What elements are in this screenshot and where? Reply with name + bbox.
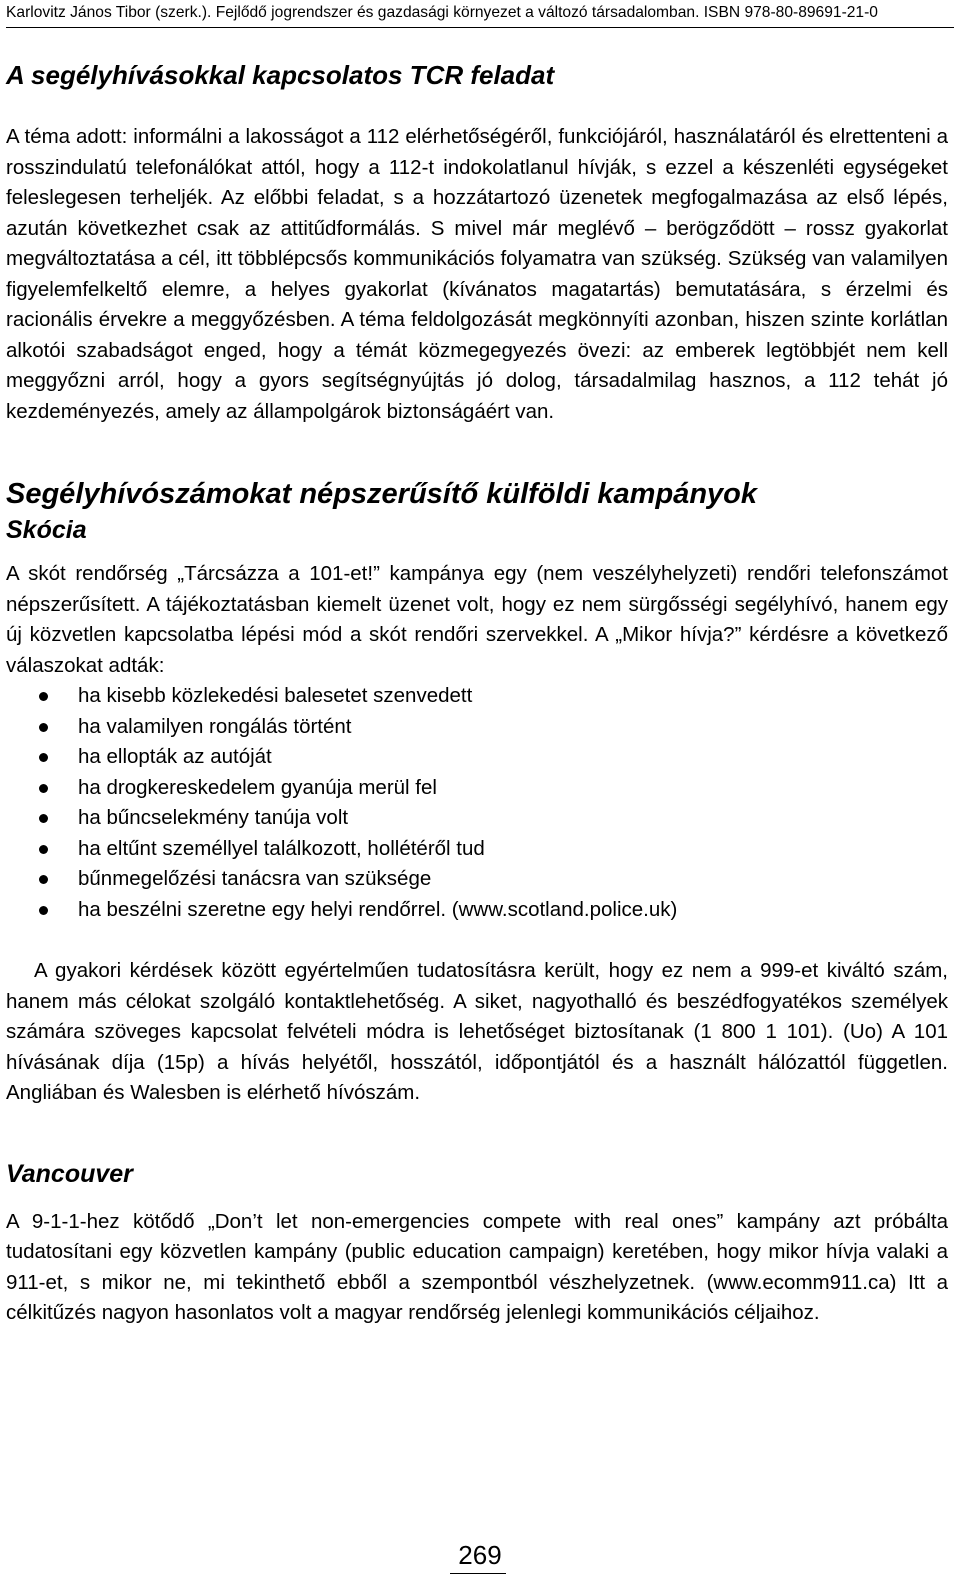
tcr-task-paragraph: A téma adott: informálni a lakosságot a 112 elérhetőségéről, funkciójáról, használatáról és elrettenteni a rosszindulatú telefonálókat attól, hogy a 112-t indokolatlanul hívják, s ezzel a készenléti egységeket feleslegesen terheljék. Az előbbi feladat, s a hozzátartozó üzenetek megfogalmazása az első lépés, azután következhet csak az attitűdformálás. S mivel már meglévő – berögződött – rossz gyakorlat megváltoztatása a cél, itt többlépcsős kommunikációs folyamatra van szükség. Szükség van valamilyen figyelemfelkeltő elemre, a helyes gyakorlat (kívánatos magatartás) bemutatására, s érzelmi és racionális érvekre a meggyőzésben. A téma feldolgozását megkönnyíti azonban, hiszen szinte korlátlan alkotói szabadságot enged, hogy a témát közmegegyezés övezi: az emberek legtöbbjét nem kell meggyőzni arról, hogy a gyors segítségnyújtás jó dolog, társadalmilag hasznos, a 112 tehát jó kezdeményezés, amely az állampolgárok biztonságáért van. xyxy=(6,125,948,423)
list-item: ha kisebb közlekedési balesetet szenvedett xyxy=(6,681,948,712)
list-item: ha eltűnt személlyel találkozott, hollétéről tud xyxy=(6,834,948,865)
scotland-intro-paragraph: A skót rendőrség „Tárcsázza a 101-et!” kampánya egy (nem veszélyhelyzeti) rendőri telefonszámot népszerűsített. A tájékoztatásban kiemelt üzenet volt, hogy ez nem sürgősségi segélyhívó, hanem egy új közvetlen kapcsolatba lépési mód a skót rendőri szervekkel. A „Mikor hívja?” kérdésre a következő válaszokat adták: xyxy=(6,562,948,677)
bullet-icon xyxy=(39,845,48,854)
header-divider xyxy=(6,27,954,28)
subsection-title-scotland: Skócia xyxy=(6,516,87,544)
page-number-underline xyxy=(450,1573,506,1574)
bullet-icon xyxy=(39,753,48,762)
page-number: 269 xyxy=(458,1540,502,1570)
when-to-call-list xyxy=(6,681,948,925)
list-item: ha beszélni szeretne egy helyi rendőrrel. (www.scotland.police.uk) xyxy=(6,895,948,926)
bullet-icon xyxy=(39,906,48,915)
list-item: ha ellopták az autóját xyxy=(6,742,948,773)
scotland-faq-paragraph: A gyakori kérdések között egyértelműen tudatosításra került, hogy ez nem a 999-et kiváltó szám, hanem más célokat szolgáló kontaktlehetőség. A siket, nagyothalló és beszédfogyatékos személyek számára szöveges kapcsolat felvételi módra is lehetőséget biztosítanak (1 800 1 101). (Uo) A 101 hívásának díja (15p) a hívás helyétől, hosszától, időpontjától és a használt hálózattól független. Angliában és Walesben is elérhető hívószám. xyxy=(6,959,948,1104)
bullet-icon xyxy=(39,723,48,732)
list-item: ha bűncselekmény tanúja volt xyxy=(6,803,948,834)
bullet-icon xyxy=(39,784,48,793)
list-item: bűnmegelőzési tanácsra van szüksége xyxy=(6,864,948,895)
bullet-icon xyxy=(39,875,48,884)
section-title-foreign-campaigns: Segélyhívószámokat népszerűsítő külföldi kampányok xyxy=(6,478,757,510)
running-header: Karlovitz János Tibor (szerk.). Fejlődő jogrendszer és gazdasági környezet a változó társadalomban. ISBN 978-80-89691-21-0 xyxy=(6,4,878,21)
list-item: ha valamilyen rongálás történt xyxy=(6,712,948,743)
section-title-tcr-task: A segélyhívásokkal kapcsolatos TCR feladat xyxy=(6,60,555,90)
bullet-icon xyxy=(39,814,48,823)
subsection-title-vancouver: Vancouver xyxy=(6,1159,133,1188)
bullet-icon xyxy=(39,692,48,701)
document-body xyxy=(6,58,948,1329)
list-item: ha drogkereskedelem gyanúja merül fel xyxy=(6,773,948,804)
vancouver-paragraph: A 9-1-1-hez kötődő „Don’t let non-emergencies compete with real ones” kampány azt próbálta tudatosítani egy közvetlen kampány (public education campaign) keretében, hogy mikor hívja valaki a 911-et, s mikor ne, mi tekinthető ebből a szempontból vészhelyzetnek. (www.ecomm911.ca) Itt a célkitűzés nagyon hasonlatos volt a magyar rendőrség jelenlegi kommunikációs céljaihoz. xyxy=(6,1209,948,1324)
